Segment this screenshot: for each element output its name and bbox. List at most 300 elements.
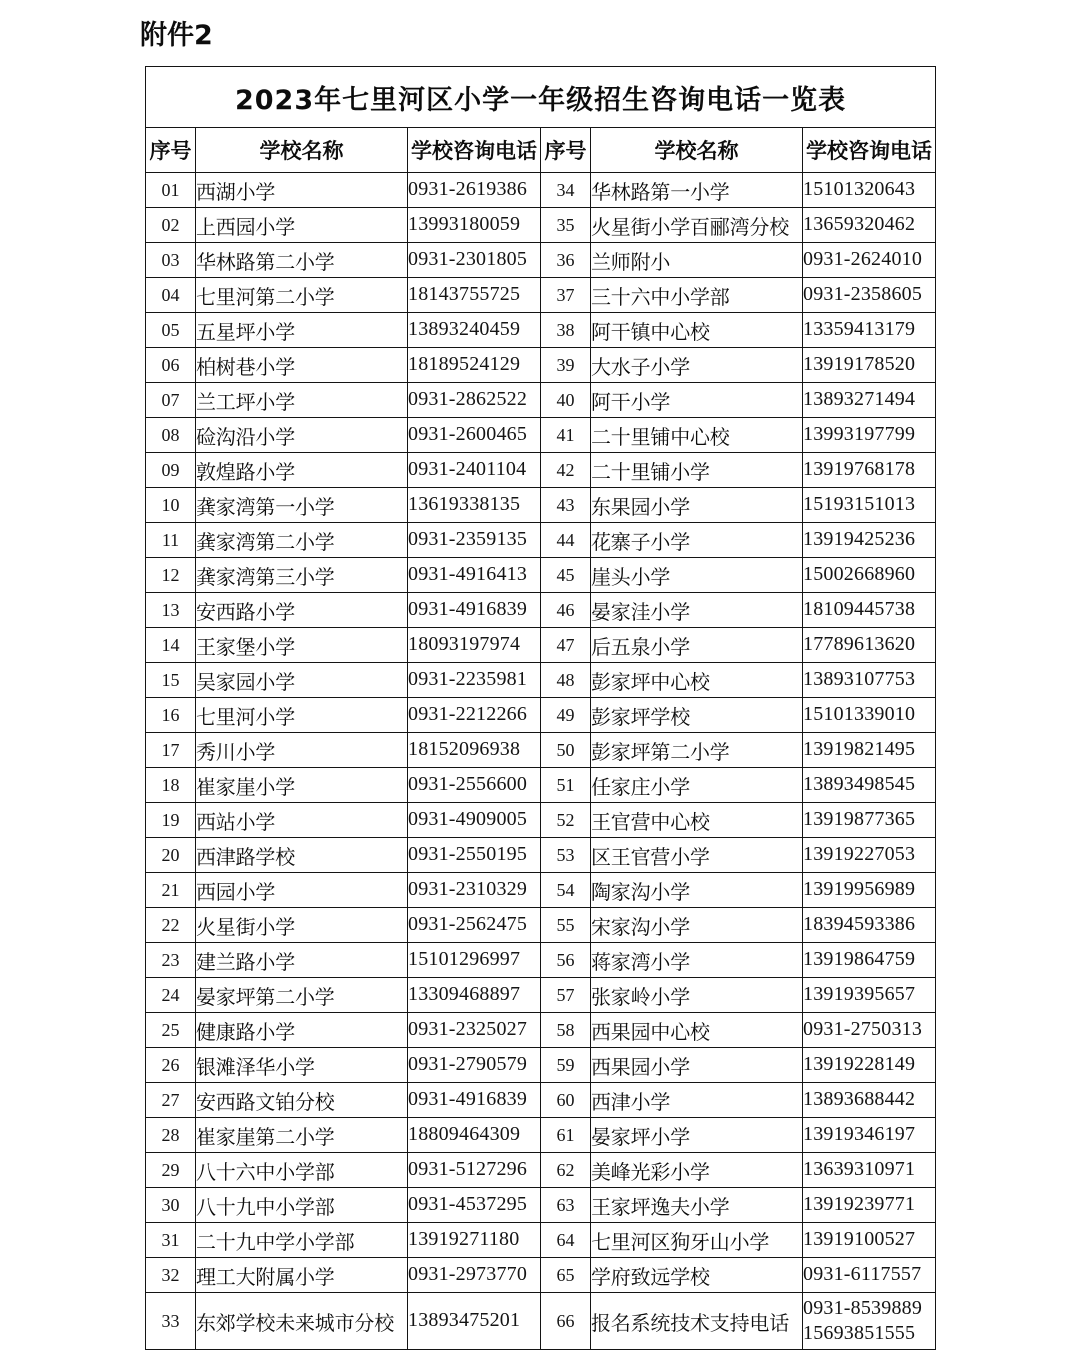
phone-cell	[803, 173, 936, 208]
phone-number: 0931-4537295	[408, 1193, 528, 1216]
row-index-cell: 30	[146, 1188, 196, 1223]
row-index-cell: 32	[146, 1258, 196, 1293]
phone-cell	[408, 1153, 541, 1188]
phone-number: 13919395657	[803, 983, 916, 1006]
table-row	[146, 243, 936, 278]
row-index-cell: 31	[146, 1223, 196, 1258]
phone-cell	[803, 243, 936, 278]
row-index-cell: 14	[146, 628, 196, 663]
phone-cell	[803, 768, 936, 803]
row-index-cell: 12	[146, 558, 196, 593]
phone-cell	[408, 1188, 541, 1223]
school-name-cell: 美峰光彩小学	[591, 1153, 803, 1188]
school-name-cell: 火星街小学	[196, 908, 408, 943]
school-name-cell: 张家岭小学	[591, 978, 803, 1013]
phone-cell	[803, 803, 936, 838]
school-name-cell: 西果园中心校	[591, 1013, 803, 1048]
phone-cell	[803, 523, 936, 558]
school-name-cell: 学府致远学校	[591, 1258, 803, 1293]
school-name-cell: 西湖小学	[196, 173, 408, 208]
phone-number: 15101320643	[803, 178, 916, 201]
row-index-cell: 45	[541, 558, 591, 593]
school-name-cell: 龚家湾第三小学	[196, 558, 408, 593]
phone-number: 15193151013	[803, 493, 916, 516]
table-row	[146, 1013, 936, 1048]
school-name-cell: 龚家湾第一小学	[196, 488, 408, 523]
phone-number: 13893240459	[408, 318, 521, 341]
table-row	[146, 1048, 936, 1083]
phone-cell	[408, 208, 541, 243]
row-index-cell: 37	[541, 278, 591, 313]
school-name-cell: 报名系统技术支持电话	[591, 1293, 803, 1350]
phone-number: 13919877365	[803, 808, 916, 831]
row-index-cell: 65	[541, 1258, 591, 1293]
table-row	[146, 733, 936, 768]
phone-number: 13919864759	[803, 948, 916, 971]
phone-cell	[803, 313, 936, 348]
phone-cell	[803, 1118, 936, 1153]
phone-cell	[803, 453, 936, 488]
school-name-cell: 建兰路小学	[196, 943, 408, 978]
table-row	[146, 908, 936, 943]
phone-number: 0931-2550195	[408, 843, 528, 866]
row-index-cell: 57	[541, 978, 591, 1013]
table-row	[146, 873, 936, 908]
phone-number: 13919425236	[803, 528, 916, 551]
school-name-cell: 东果园小学	[591, 488, 803, 523]
phone-cell	[803, 1293, 936, 1350]
phone-number: 15101296997	[408, 948, 521, 971]
phone-cell	[408, 558, 541, 593]
phone-number: 0931-2556600	[408, 773, 528, 796]
school-name-cell: 二十里铺小学	[591, 453, 803, 488]
phone-cell	[803, 1048, 936, 1083]
school-name-cell: 兰师附小	[591, 243, 803, 278]
school-name-cell: 彭家坪学校	[591, 698, 803, 733]
row-index-cell: 52	[541, 803, 591, 838]
school-name-cell: 王家坪逸夫小学	[591, 1188, 803, 1223]
table-row	[146, 1293, 936, 1350]
school-name-cell: 七里河区狗牙山小学	[591, 1223, 803, 1258]
phone-number: 0931-4916839	[408, 1088, 528, 1111]
phone-number: 0931-2235981	[408, 668, 528, 691]
phone-cell	[803, 873, 936, 908]
header-index-left: 序号	[146, 128, 196, 173]
phone-cell	[803, 418, 936, 453]
phone-cell	[408, 628, 541, 663]
phone-number: 13919227053	[803, 843, 916, 866]
row-index-cell: 21	[146, 873, 196, 908]
title-row	[146, 67, 936, 128]
row-index-cell: 44	[541, 523, 591, 558]
school-name-cell: 华林路第一小学	[591, 173, 803, 208]
phone-number: 18189524129	[408, 353, 521, 376]
table-row	[146, 1083, 936, 1118]
phone-number: 13639310971	[803, 1158, 916, 1181]
phone-number: 0931-8539889	[803, 1296, 923, 1319]
school-name-cell: 西园小学	[196, 873, 408, 908]
school-name-cell: 彭家坪第二小学	[591, 733, 803, 768]
phone-cell	[408, 698, 541, 733]
school-name-cell: 彭家坪中心校	[591, 663, 803, 698]
phone-number: 17789613620	[803, 633, 916, 656]
row-index-cell: 13	[146, 593, 196, 628]
school-name-cell: 后五泉小学	[591, 628, 803, 663]
phone-cell	[408, 1293, 541, 1350]
school-name-cell: 二十里铺中心校	[591, 418, 803, 453]
row-index-cell: 09	[146, 453, 196, 488]
school-name-cell: 吴家园小学	[196, 663, 408, 698]
school-name-cell: 银滩泽华小学	[196, 1048, 408, 1083]
phone-number: 0931-2212266	[408, 703, 528, 726]
school-name-cell: 三十六中小学部	[591, 278, 803, 313]
table-row	[146, 943, 936, 978]
phone-number: 15693851555	[803, 1322, 916, 1344]
table-row	[146, 383, 936, 418]
phone-cell	[408, 453, 541, 488]
table-row	[146, 523, 936, 558]
phone-cell	[408, 278, 541, 313]
phone-number: 0931-2325027	[408, 1018, 528, 1041]
school-name-cell: 崖头小学	[591, 558, 803, 593]
school-name-cell: 理工大附属小学	[196, 1258, 408, 1293]
phone-number: 15101339010	[803, 703, 916, 726]
phone-cell	[408, 803, 541, 838]
phone-cell	[408, 663, 541, 698]
phone-cell	[408, 838, 541, 873]
row-index-cell: 43	[541, 488, 591, 523]
row-index-cell: 01	[146, 173, 196, 208]
school-name-cell: 龚家湾第二小学	[196, 523, 408, 558]
table-row	[146, 838, 936, 873]
table-row	[146, 663, 936, 698]
school-name-cell: 任家庄小学	[591, 768, 803, 803]
phone-cell	[408, 488, 541, 523]
school-name-cell: 七里河小学	[196, 698, 408, 733]
table-body	[146, 67, 936, 1350]
phone-number: 18109445738	[803, 598, 916, 621]
phone-cell	[803, 1153, 936, 1188]
row-index-cell: 48	[541, 663, 591, 698]
phone-number: 13919271180	[408, 1228, 520, 1251]
table-row	[146, 488, 936, 523]
row-index-cell: 17	[146, 733, 196, 768]
school-phone-table-container	[145, 66, 935, 1350]
row-index-cell: 35	[541, 208, 591, 243]
phone-number: 13919228149	[803, 1053, 916, 1076]
row-index-cell: 11	[146, 523, 196, 558]
header-index-right: 序号	[541, 128, 591, 173]
phone-cell	[408, 418, 541, 453]
phone-number: 18809464309	[408, 1123, 521, 1146]
school-name-cell: 西站小学	[196, 803, 408, 838]
row-index-cell: 07	[146, 383, 196, 418]
phone-cell	[803, 208, 936, 243]
phone-number: 0931-5127296	[408, 1158, 528, 1181]
phone-cell	[408, 1013, 541, 1048]
row-index-cell: 62	[541, 1153, 591, 1188]
phone-cell	[408, 1223, 541, 1258]
phone-number: 13919100527	[803, 1228, 916, 1251]
table-row	[146, 208, 936, 243]
row-index-cell: 16	[146, 698, 196, 733]
row-index-cell: 40	[541, 383, 591, 418]
school-name-cell: 崔家崖小学	[196, 768, 408, 803]
table-row	[146, 1118, 936, 1153]
phone-number: 13893475201	[408, 1309, 521, 1332]
row-index-cell: 20	[146, 838, 196, 873]
phone-cell	[803, 838, 936, 873]
phone-cell	[408, 383, 541, 418]
row-index-cell: 26	[146, 1048, 196, 1083]
phone-number: 13993180059	[408, 213, 521, 236]
phone-cell	[803, 1188, 936, 1223]
table-row	[146, 313, 936, 348]
header-phone-left: 学校咨询电话	[408, 128, 541, 173]
row-index-cell: 06	[146, 348, 196, 383]
table-row	[146, 698, 936, 733]
school-name-cell: 秀川小学	[196, 733, 408, 768]
table-row	[146, 1188, 936, 1223]
school-name-cell: 八十六中小学部	[196, 1153, 408, 1188]
phone-number: 0931-2358605	[803, 283, 923, 306]
phone-number: 0931-2401104	[408, 458, 527, 481]
phone-number: 13359413179	[803, 318, 916, 341]
row-index-cell: 34	[541, 173, 591, 208]
school-name-cell: 西果园小学	[591, 1048, 803, 1083]
school-name-cell: 蒋家湾小学	[591, 943, 803, 978]
school-name-cell: 宋家沟小学	[591, 908, 803, 943]
row-index-cell: 28	[146, 1118, 196, 1153]
school-name-cell: 安西路小学	[196, 593, 408, 628]
header-phone-right: 学校咨询电话	[803, 128, 936, 173]
row-index-cell: 22	[146, 908, 196, 943]
phone-cell	[803, 908, 936, 943]
school-name-cell: 七里河第二小学	[196, 278, 408, 313]
school-name-cell: 晏家坪小学	[591, 1118, 803, 1153]
table-row	[146, 418, 936, 453]
phone-number: 0931-6117557	[803, 1263, 922, 1286]
phone-cell	[803, 593, 936, 628]
phone-cell	[803, 348, 936, 383]
table-row	[146, 803, 936, 838]
phone-number: 0931-2619386	[408, 178, 528, 201]
phone-cell	[803, 383, 936, 418]
school-name-cell: 王官营中心校	[591, 803, 803, 838]
row-index-cell: 36	[541, 243, 591, 278]
school-name-cell: 晏家坪第二小学	[196, 978, 408, 1013]
table-title: 2023年七里河区小学一年级招生咨询电话一览表	[146, 67, 936, 128]
phone-number: 0931-2359135	[408, 528, 528, 551]
row-index-cell: 04	[146, 278, 196, 313]
row-index-cell: 42	[541, 453, 591, 488]
phone-number: 0931-4916413	[408, 563, 528, 586]
school-name-cell: 兰工坪小学	[196, 383, 408, 418]
phone-number: 13619338135	[408, 493, 521, 516]
phone-number: 18152096938	[408, 738, 521, 761]
row-index-cell: 53	[541, 838, 591, 873]
school-name-cell: 安西路文铂分校	[196, 1083, 408, 1118]
school-name-cell: 区王官营小学	[591, 838, 803, 873]
phone-cell	[408, 733, 541, 768]
phone-number: 18093197974	[408, 633, 521, 656]
row-index-cell: 19	[146, 803, 196, 838]
table-row	[146, 1153, 936, 1188]
school-name-cell: 崔家崖第二小学	[196, 1118, 408, 1153]
row-index-cell: 47	[541, 628, 591, 663]
school-name-cell: 柏树巷小学	[196, 348, 408, 383]
phone-number: 0931-2600465	[408, 423, 528, 446]
school-name-cell: 八十九中小学部	[196, 1188, 408, 1223]
table-row	[146, 278, 936, 313]
phone-cell	[803, 978, 936, 1013]
row-index-cell: 23	[146, 943, 196, 978]
phone-cell	[408, 313, 541, 348]
phone-cell	[408, 943, 541, 978]
phone-number: 0931-2750313	[803, 1018, 923, 1041]
phone-cell	[803, 558, 936, 593]
phone-number: 13659320462	[803, 213, 916, 236]
phone-number: 13919768178	[803, 458, 916, 481]
school-name-cell: 陶家沟小学	[591, 873, 803, 908]
phone-cell	[803, 733, 936, 768]
phone-cell	[803, 1013, 936, 1048]
row-index-cell: 39	[541, 348, 591, 383]
school-name-cell: 上西园小学	[196, 208, 408, 243]
row-index-cell: 29	[146, 1153, 196, 1188]
row-index-cell: 64	[541, 1223, 591, 1258]
phone-cell	[408, 908, 541, 943]
phone-number: 15002668960	[803, 563, 916, 586]
phone-cell	[408, 1118, 541, 1153]
phone-number: 18394593386	[803, 913, 916, 936]
phone-cell	[803, 1258, 936, 1293]
row-index-cell: 50	[541, 733, 591, 768]
phone-cell	[803, 1083, 936, 1118]
phone-number: 0931-2301805	[408, 248, 528, 271]
attachment-label: 附件2	[140, 20, 213, 51]
row-index-cell: 56	[541, 943, 591, 978]
row-index-cell: 61	[541, 1118, 591, 1153]
table-row	[146, 173, 936, 208]
row-index-cell: 02	[146, 208, 196, 243]
phone-number: 13893271494	[803, 388, 916, 411]
table-row	[146, 348, 936, 383]
table-row	[146, 768, 936, 803]
phone-cell	[408, 1048, 541, 1083]
phone-cell	[408, 523, 541, 558]
row-index-cell: 25	[146, 1013, 196, 1048]
header-school-right: 学校名称	[591, 128, 803, 173]
phone-number: 0931-4909005	[408, 808, 528, 831]
table-row	[146, 1258, 936, 1293]
phone-cell	[803, 663, 936, 698]
phone-cell	[408, 348, 541, 383]
row-index-cell: 18	[146, 768, 196, 803]
phone-cell	[408, 978, 541, 1013]
school-name-cell: 五星坪小学	[196, 313, 408, 348]
phone-number: 13919346197	[803, 1123, 916, 1146]
school-name-cell: 硷沟沿小学	[196, 418, 408, 453]
phone-cell	[803, 943, 936, 978]
phone-cell	[408, 173, 541, 208]
school-name-cell: 晏家洼小学	[591, 593, 803, 628]
phone-number: 13919239771	[803, 1193, 916, 1216]
school-name-cell: 大水子小学	[591, 348, 803, 383]
row-index-cell: 60	[541, 1083, 591, 1118]
table-row	[146, 1223, 936, 1258]
row-index-cell: 54	[541, 873, 591, 908]
school-name-cell: 阿干镇中心校	[591, 313, 803, 348]
row-index-cell: 51	[541, 768, 591, 803]
row-index-cell: 49	[541, 698, 591, 733]
school-name-cell: 敦煌路小学	[196, 453, 408, 488]
header-school-left: 学校名称	[196, 128, 408, 173]
phone-number: 0931-2624010	[803, 248, 923, 271]
phone-cell	[408, 768, 541, 803]
phone-number: 0931-2562475	[408, 913, 528, 936]
row-index-cell: 27	[146, 1083, 196, 1118]
school-name-cell: 花寨子小学	[591, 523, 803, 558]
phone-cell	[803, 628, 936, 663]
table-row	[146, 558, 936, 593]
phone-cell	[803, 1223, 936, 1258]
table-row	[146, 628, 936, 663]
school-name-cell: 西津路学校	[196, 838, 408, 873]
row-index-cell: 08	[146, 418, 196, 453]
phone-number: 13919178520	[803, 353, 916, 376]
phone-cell	[408, 1258, 541, 1293]
school-name-cell: 阿干小学	[591, 383, 803, 418]
row-index-cell: 03	[146, 243, 196, 278]
phone-number: 13919821495	[803, 738, 916, 761]
row-index-cell: 58	[541, 1013, 591, 1048]
table-row	[146, 978, 936, 1013]
phone-number: 13993197799	[803, 423, 916, 446]
header-row	[146, 128, 936, 173]
school-name-cell: 火星街小学百郦湾分校	[591, 208, 803, 243]
row-index-cell: 59	[541, 1048, 591, 1083]
phone-number: 0931-4916839	[408, 598, 528, 621]
row-index-cell: 63	[541, 1188, 591, 1223]
school-name-cell: 华林路第二小学	[196, 243, 408, 278]
table-row	[146, 453, 936, 488]
phone-cell	[803, 488, 936, 523]
row-index-cell: 55	[541, 908, 591, 943]
school-name-cell: 健康路小学	[196, 1013, 408, 1048]
phone-number: 18143755725	[408, 283, 521, 306]
row-index-cell: 46	[541, 593, 591, 628]
phone-number: 13919956989	[803, 878, 916, 901]
row-index-cell: 05	[146, 313, 196, 348]
phone-number: 13893107753	[803, 668, 916, 691]
row-index-cell: 66	[541, 1293, 591, 1350]
phone-number: 0931-2790579	[408, 1053, 528, 1076]
phone-number: 13893498545	[803, 773, 916, 796]
phone-number: 13893688442	[803, 1088, 916, 1111]
phone-cell	[408, 873, 541, 908]
phone-cell	[408, 243, 541, 278]
school-name-cell: 东郊学校未来城市分校	[196, 1293, 408, 1350]
phone-number: 0931-2310329	[408, 878, 528, 901]
row-index-cell: 15	[146, 663, 196, 698]
row-index-cell: 10	[146, 488, 196, 523]
school-phone-table	[145, 66, 936, 1350]
phone-cell	[408, 1083, 541, 1118]
row-index-cell: 38	[541, 313, 591, 348]
phone-number: 0931-2973770	[408, 1263, 528, 1286]
row-index-cell: 41	[541, 418, 591, 453]
